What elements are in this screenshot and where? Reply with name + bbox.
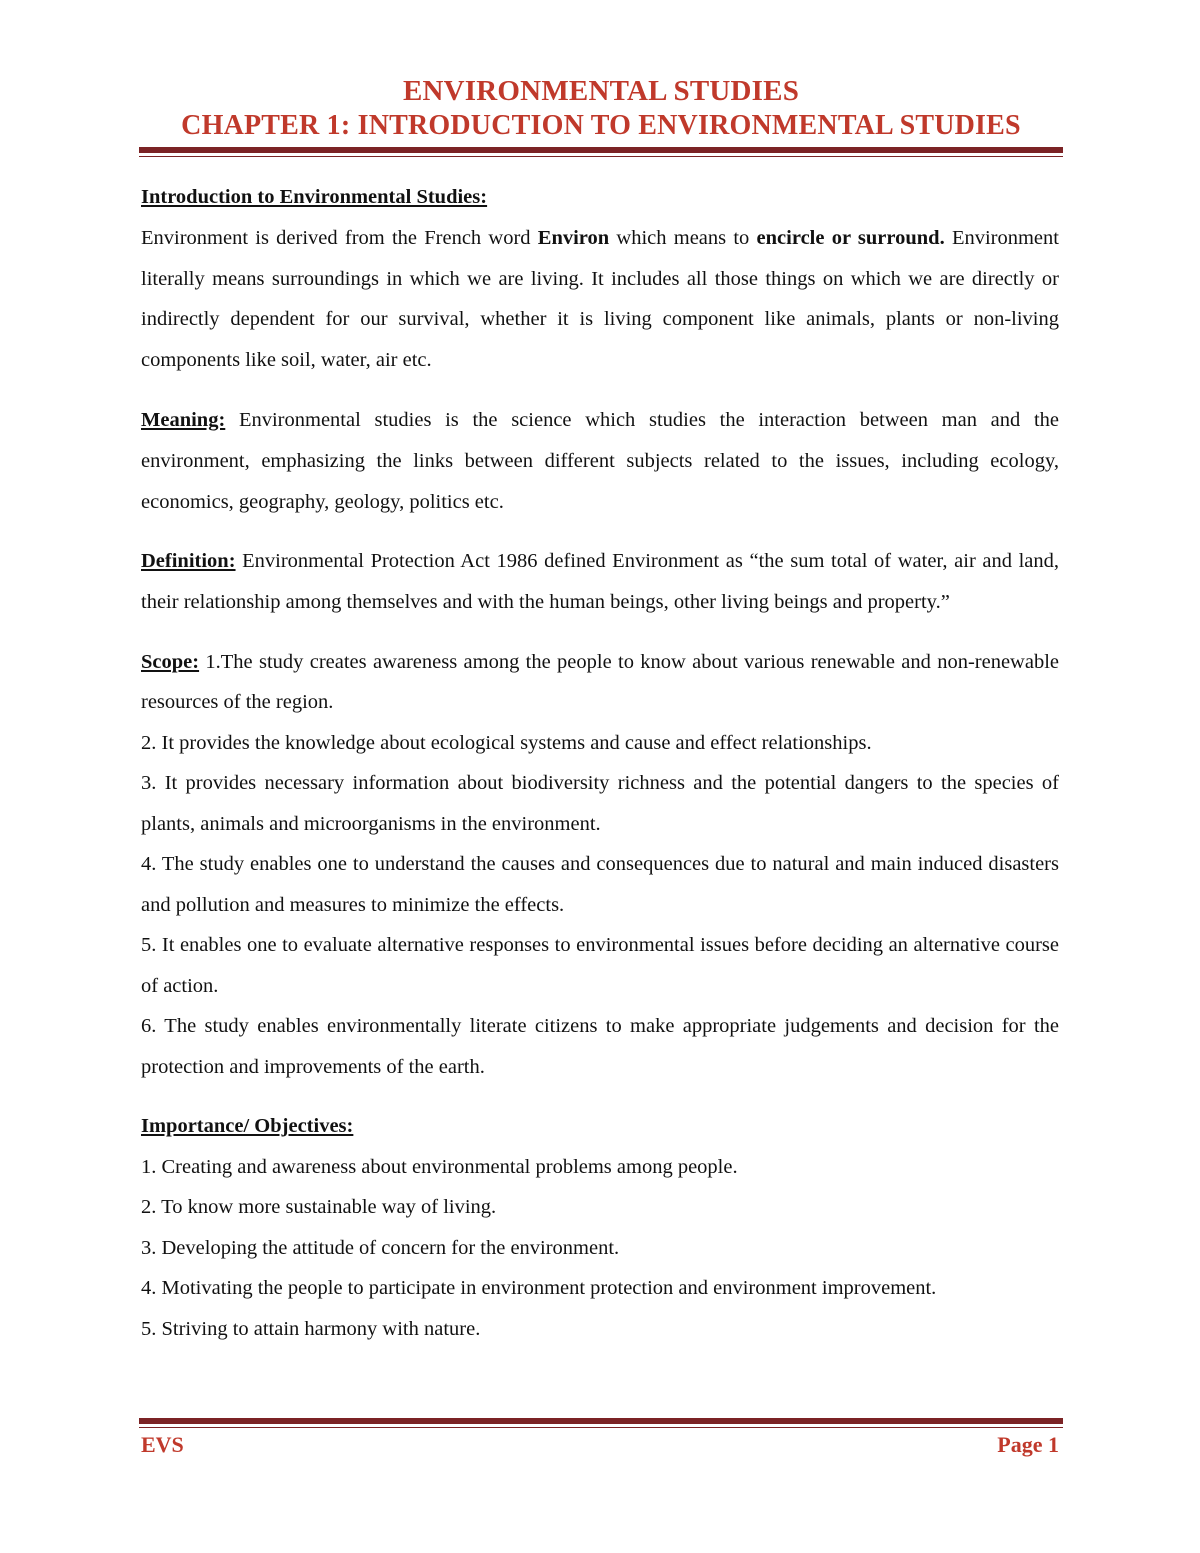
importance-item: 4. Motivating the people to participate in environment protection and environment improvement. [141, 1277, 937, 1300]
scope-item: 5. It enables one to evaluate alternative responses to environmental issues before deciding an alternative course of action. [141, 934, 1059, 997]
scope-heading: Scope: [141, 650, 200, 673]
page-number: Page 1 [997, 1432, 1059, 1457]
meaning-paragraph [141, 400, 1059, 522]
page-header [139, 74, 1063, 144]
intro-heading: Introduction to Environmental Studies: [141, 186, 488, 208]
intro-text-2: which means to [609, 226, 757, 249]
scope-paragraph [141, 642, 1059, 723]
definition-text: Environmental Protection Act 1986 defined Environment as “the sum total of water, air and land, their relationship among themselves and with the human beings, other living beings and property.” [141, 550, 1059, 614]
importance-heading: Importance/ Objectives: [141, 1115, 354, 1138]
intro-text-3: Environment literally means surroundings in which we are living. It includes all those things on which we are directly or indirectly dependent for our survival, whether it is living component like animals, plants or non-living components like soil, water, air etc. [141, 226, 1059, 372]
scope-item-1: 1.The study creates awareness among the people to know about various renewable and non-renewable resources of the region. [141, 650, 1059, 714]
header-rule-thin [139, 156, 1063, 157]
document-body [141, 177, 1059, 1349]
footer-rule-thin [139, 1427, 1063, 1428]
scope-item: 2. It provides the knowledge about ecological systems and cause and effect relationships. [141, 731, 872, 754]
chapter-title: CHAPTER 1: INTRODUCTION TO ENVIRONMENTAL STUDIES [181, 110, 1021, 141]
intro-bold-encircle: encircle or surround. [756, 226, 945, 249]
scope-item: 6. The study enables environmentally literate citizens to make appropriate judgements and decision for the protection and improvements of the earth. [141, 1015, 1059, 1078]
definition-heading: Definition: [141, 550, 236, 573]
importance-item: 5. Striving to attain harmony with nature. [141, 1317, 481, 1340]
definition-paragraph [141, 541, 1059, 623]
meaning-heading: Meaning: [141, 408, 226, 431]
importance-item: 1. Creating and awareness about environmental problems among people. [141, 1155, 738, 1178]
importance-item: 3. Developing the attitude of concern for the environment. [141, 1236, 620, 1259]
intro-text-1: Environment is derived from the French word [141, 226, 538, 249]
footer-label: EVS [141, 1432, 184, 1457]
intro-paragraph [141, 177, 1059, 381]
meaning-text: Environmental studies is the science which studies the interaction between man and the environment, emphasizing the links between different subjects related to the issues, including ecology, economics, geography, geology, politics etc. [141, 408, 1059, 513]
intro-bold-environ: Environ [537, 226, 610, 249]
scope-item: 3. It provides necessary information about biodiversity richness and the potential dangers to the species of plants, animals and microorganisms in the environment. [141, 772, 1059, 835]
footer-rule [139, 1418, 1063, 1424]
importance-item: 2. To know more sustainable way of living. [141, 1196, 497, 1219]
header-rule [139, 147, 1063, 153]
scope-item: 4. The study enables one to understand the causes and consequences due to natural and main induced disasters and pollution and measures to minimize the effects. [141, 853, 1059, 916]
document-title: ENVIRONMENTAL STUDIES [402, 75, 800, 107]
